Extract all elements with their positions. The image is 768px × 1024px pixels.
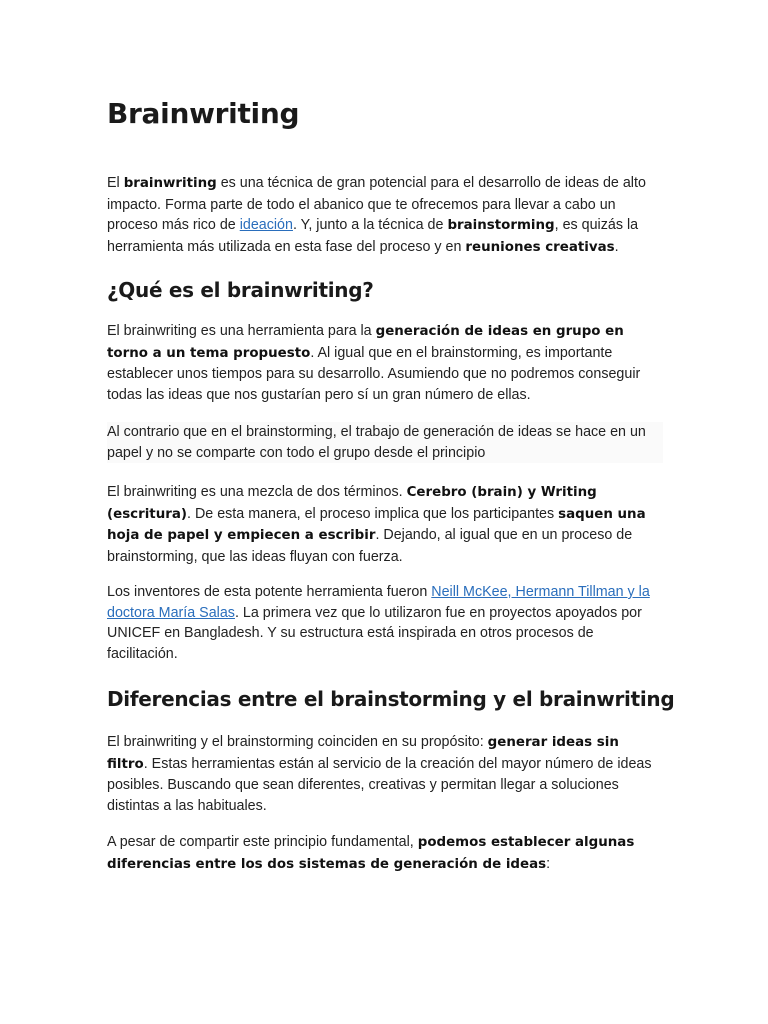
text-span: El <box>107 175 124 191</box>
section-heading-diferencias: Diferencias entre el brainstorming y el brainwriting <box>107 687 675 711</box>
paragraph <box>107 832 663 875</box>
text-span: . Y, junto a la técnica de <box>292 217 448 234</box>
inventors-link[interactable]: Neill McKee, Hermann Tillman y la doctora María Salas <box>107 584 650 621</box>
ideacion-link[interactable]: ideación <box>239 217 293 234</box>
bold-term: Cerebro (brain) y Writing (escritura) <box>107 485 597 522</box>
text-span: es una técnica de gran potencial para el desarrollo de ideas de alto impacto. Forma parte de todo el abanico que te ofrecemos para llevar a cabo un proceso más rico de <box>107 175 646 234</box>
text-span: : <box>546 855 551 872</box>
text-span: . <box>614 239 619 256</box>
text-span: . La primera vez que lo utilizaron fue en proyectos apoyados por UNICEF en Bangladesh. Y su estructura está inspirada en otros procesos de facilitación. <box>107 604 642 663</box>
text-span: . Al igual que en el brainstorming, es importante establecer unos tiempos para su desarrollo. Asumiendo que no podremos conseguir todas las ideas que nos gustarían pero sí un gran número de ellas. <box>107 344 641 404</box>
paragraph <box>107 321 663 406</box>
bold-term: brainstorming <box>447 218 555 234</box>
text-span: , es quizás la herramienta más utilizada en esta fase del proceso y en <box>107 217 639 256</box>
text-span: A pesar de compartir este principio fundamental, <box>107 834 418 850</box>
section-heading-que-es: ¿Qué es el brainwriting? <box>107 278 374 302</box>
paragraph <box>107 582 663 665</box>
text-span: Los inventores de esta potente herramienta fueron <box>107 584 432 600</box>
bold-term: brainwriting <box>123 176 217 191</box>
text-span: . De esta manera, el proceso implica que los participantes <box>187 505 559 522</box>
text-span: . Estas herramientas están al servicio de la creación del mayor número de ideas posibles. Buscando que sean diferentes, creativas y permitan llegar a soluciones distintas a las habituales. <box>107 755 652 815</box>
text-span: El brainwriting es una mezcla de dos términos. <box>107 484 407 500</box>
bold-term: generación de ideas en grupo en torno a un tema propuesto <box>107 324 624 361</box>
bold-term: podemos establecer algunas diferencias entre los dos sistemas de generación de ideas <box>107 835 635 872</box>
bold-term: saquen una hoja de papel y empiecen a escribir <box>107 506 646 544</box>
page-title: Brainwriting <box>107 97 300 130</box>
bold-term: reuniones creativas <box>465 240 615 256</box>
text-span: . Dejando, al igual que en un proceso de brainstorming, que las ideas fluyan con fuerza. <box>107 527 633 566</box>
paragraph <box>107 732 663 817</box>
highlighted-paragraph: Al contrario que en el brainstorming, el trabajo de generación de ideas se hace en un papel y no se comparte con todo el grupo desde el principio <box>107 422 663 463</box>
paragraph <box>107 482 663 568</box>
text-span: El brainwriting es una herramienta para la <box>107 323 376 339</box>
text-span: El brainwriting y el brainstorming coinciden en su propósito: <box>107 734 488 750</box>
intro-paragraph <box>107 173 663 259</box>
bold-term: generar ideas sin filtro <box>107 735 619 772</box>
